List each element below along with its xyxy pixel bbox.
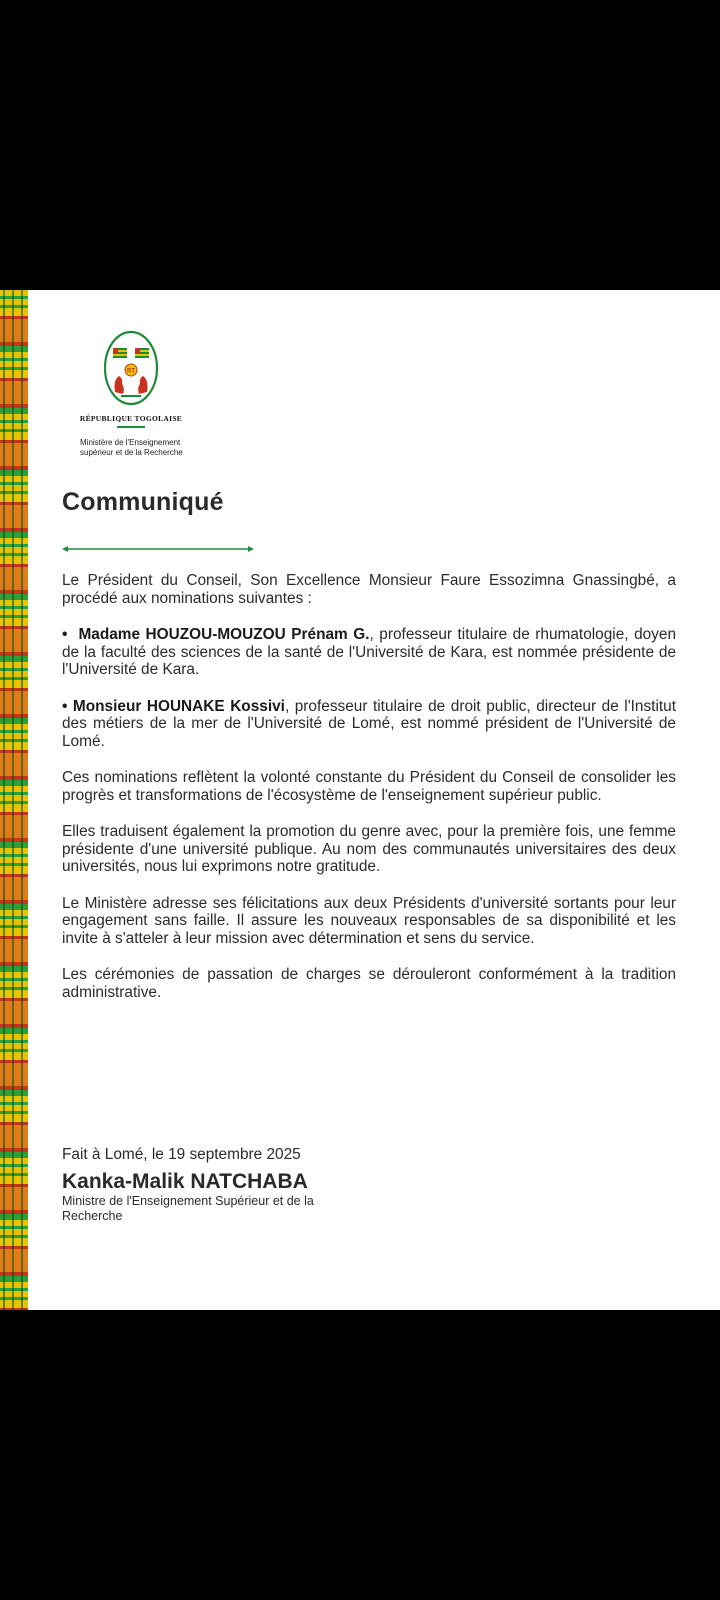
nomination-text: , professeur titulaire de rhumatologie, doyen de la faculté des sciences de la santé de l'Université de Kara, est nommée présidente de l'Université de Kara.: [62, 626, 677, 678]
emblem-rt-label: RT: [127, 368, 135, 375]
body-paragraph: Le Ministère adresse ses félicitations aux deux Présidents d'université sortants pour leur engagement sans faille. Il assure les nouveaux responsables de sa disponibilité et les invite à s'atteler à leur mission avec détermination et sens du service.: [62, 894, 676, 947]
signatory-title: Ministre de l'Enseignement Supérieur et de la Recherche: [62, 1194, 314, 1223]
nominee-name: Madame HOUZOU-MOUZOU Prénam G.: [78, 626, 370, 643]
ministry-line-2: supérieur et de la Recherche: [80, 448, 183, 457]
place-date: Fait à Lomé, le 19 septembre 2025: [62, 1146, 301, 1163]
intro-paragraph: Le Président du Conseil, Son Excellence Monsieur Faure Essozimna Gnassingbé, a procédé aux nominations suivantes :: [62, 572, 676, 607]
header-divider: [117, 426, 145, 428]
togo-coat-of-arms-emblem: [103, 330, 159, 406]
page-title: Communiqué: [62, 488, 224, 516]
ministry-line-1: Ministère de l'Enseignement: [80, 438, 181, 447]
body-paragraph: Les cérémonies de passation de charges se dérouleront conformément à la tradition administrative.: [62, 966, 676, 1001]
nomination-item: [62, 626, 676, 679]
nomination-text: , professeur titulaire de droit public, directeur de l'Institut des métiers de la mer de l'Université de Lomé, est nommé président de l'Université de Lomé.: [62, 697, 676, 750]
body-paragraph: Ces nominations reflètent la volonté constante du Président du Conseil de consolider les progrès et transformations de l'écosystème de l'enseignement supérieur public.: [62, 769, 676, 804]
nominee-name: Monsieur HOUNAKE Kossivi: [72, 697, 285, 715]
communique-document: [0, 290, 720, 1310]
communique-body: [62, 572, 676, 1020]
signatory-name: Kanka-Malik NATCHABA: [62, 1170, 308, 1193]
bullet: •: [62, 697, 68, 715]
kente-border-decoration: [0, 290, 28, 1310]
ministry-label: [80, 438, 220, 458]
title-underline-decoration: [62, 544, 254, 554]
bullet: •: [62, 626, 68, 643]
republic-label: RÉPUBLIQUE TOGOLAISE: [79, 414, 183, 423]
nomination-item: [62, 698, 676, 751]
body-paragraph: Elles traduisent également la promotion du genre avec, pour la première fois, une femme présidente d'une université publique. Au nom des communautés universitaires des deux universités, nous lui exprimons notre gratitude.: [62, 823, 676, 875]
